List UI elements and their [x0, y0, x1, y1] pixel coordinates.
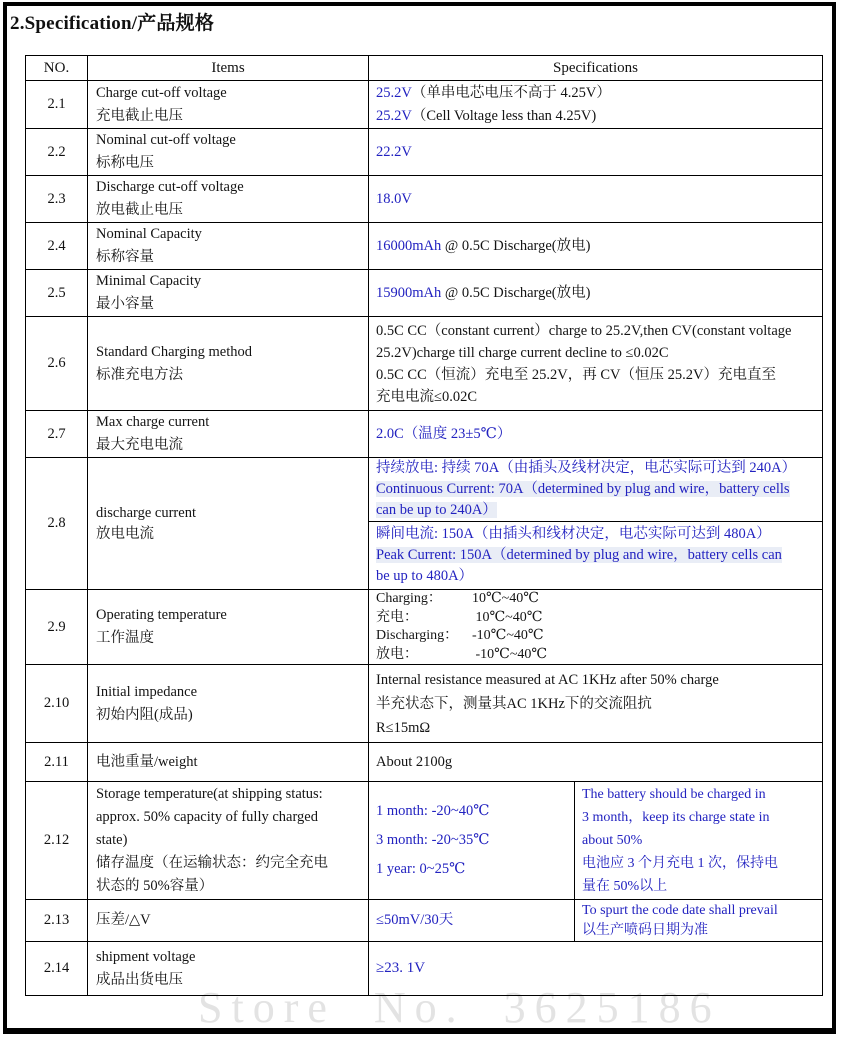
items-line [96, 909, 368, 932]
text-segment: 3 month: -20~35℃ [376, 832, 490, 848]
text-segment: approx. 50% capacity of fully charged [96, 809, 318, 825]
items-line [96, 246, 368, 269]
text-segment: @ 0.5C Discharge(放电) [441, 284, 591, 301]
text-segment: Discharging： [376, 628, 459, 643]
text-segment: 电池重量/weight [96, 753, 198, 770]
text-segment: Storage temperature(at shipping status: [96, 786, 323, 802]
spec-line [376, 282, 822, 305]
table-row [26, 223, 822, 270]
spec-right-column [575, 782, 822, 899]
spec-cell [369, 590, 822, 664]
spec-line [376, 566, 822, 587]
items-line [96, 176, 368, 199]
text-segment: 16000mAh [376, 237, 442, 254]
text-segment: Internal resistance measured at AC 1KHz after 50% charge [376, 671, 719, 688]
spec-sub-block [369, 458, 822, 521]
text-segment: 15900mAh [376, 284, 442, 301]
text-segment: 25.2V [376, 107, 412, 124]
text-segment: 标准充电方法 [96, 366, 183, 383]
spec-cell [369, 743, 822, 781]
row-number: 2.5 [26, 270, 88, 316]
spec-line [582, 901, 822, 921]
spec-line [582, 852, 822, 875]
text-segment: To spurt the code date shall prevail [582, 902, 778, 918]
text-segment: Minimal Capacity [96, 273, 202, 289]
items-line [96, 751, 368, 774]
text-segment: 充电： [376, 609, 418, 625]
table-row [26, 411, 822, 458]
items-cell [88, 129, 369, 175]
text-segment: R≤15mΩ [376, 719, 431, 736]
spec-cell [369, 81, 822, 128]
row-number: 2.1 [26, 81, 88, 128]
text-segment: 标称容量 [96, 249, 154, 265]
items-line [96, 704, 368, 727]
items-cell [88, 782, 369, 899]
table-row [26, 942, 822, 995]
spec-cell [369, 458, 822, 589]
spec-line [376, 545, 822, 566]
row-number: 2.2 [26, 129, 88, 175]
spec-line [376, 627, 822, 646]
text-segment: 2.0C（温度 23±5℃） [376, 425, 512, 442]
store-watermark: Store No. 3625186 [198, 983, 721, 1032]
spec-line [582, 875, 822, 898]
text-segment: 0.5C CC（恒流）充电至 25.2V，再 CV（恒压 25.2V）充电直至 [376, 366, 776, 383]
spec-line [376, 909, 574, 932]
text-segment: （Cell Voltage less than 4.25V) [411, 107, 597, 124]
text-segment: Nominal Capacity [96, 226, 202, 242]
text-segment: ≤50mV/30天 [376, 912, 454, 928]
table-row [26, 458, 822, 590]
items-line [96, 829, 368, 852]
text-segment: 储存温度（在运输状态：约完全充电 [96, 855, 328, 871]
text-segment: 电池应 3 个月充电 1 次，保持电 [582, 856, 778, 871]
items-line [96, 852, 368, 875]
items-line [96, 681, 368, 704]
items-cell [88, 900, 369, 941]
items-line [96, 875, 368, 898]
text-segment: Charge cut-off voltage [96, 84, 227, 101]
spec-line [376, 797, 574, 826]
table-row [26, 270, 822, 317]
spec-line [376, 141, 822, 164]
text-segment: @ 0.5C Discharge(放电) [441, 237, 591, 254]
spec-line [376, 590, 822, 609]
spec-line [376, 479, 822, 500]
text-segment: The battery should be charged in [582, 787, 766, 802]
spec-line [376, 957, 822, 980]
spec-line [376, 105, 822, 128]
text-segment: 压差/△V [96, 912, 151, 928]
items-cell [88, 176, 369, 222]
row-number: 2.14 [26, 942, 88, 995]
row-number: 2.4 [26, 223, 88, 269]
spec-line [376, 855, 574, 884]
text-segment: Initial impedance [96, 683, 198, 700]
specification-table [25, 55, 823, 996]
spec-line [376, 320, 822, 342]
spec-cell [369, 665, 822, 742]
text-segment: -10℃~40℃ [472, 646, 548, 662]
spec-line [376, 423, 822, 446]
text-segment: About 2100g [376, 753, 453, 770]
items-line [96, 806, 368, 829]
text-segment: 充电截止电压 [96, 107, 183, 124]
items-line [96, 82, 368, 105]
spec-cell [369, 176, 822, 222]
items-cell [88, 458, 369, 589]
spec-line [582, 783, 822, 806]
items-line [96, 411, 368, 434]
text-segment: Peak Current: 150A（determined by plug and wire，battery cells can [376, 547, 782, 563]
text-segment: Standard Charging method [96, 343, 252, 360]
text-segment: Operating temperature [96, 607, 227, 623]
table-row [26, 900, 822, 942]
items-cell [88, 317, 369, 410]
text-segment: 放电截止电压 [96, 202, 183, 218]
row-number: 2.6 [26, 317, 88, 410]
spec-cell [369, 942, 822, 995]
text-segment: 半充状态下，测量其AC 1KHz下的交流阻抗 [376, 695, 652, 712]
text-segment: Discharge cut-off voltage [96, 179, 244, 195]
spec-sub-block [369, 521, 822, 589]
spec-line [376, 668, 822, 692]
table-row [26, 129, 822, 176]
spec-line [376, 458, 822, 479]
items-line [96, 152, 368, 175]
items-cell [88, 81, 369, 128]
spec-cell [369, 317, 822, 410]
spec-right-column [575, 900, 822, 941]
spec-line [376, 235, 822, 258]
text-segment: state) [96, 832, 128, 848]
spec-line [376, 646, 822, 665]
row-number: 2.9 [26, 590, 88, 664]
items-line [96, 503, 368, 524]
table-body [26, 81, 822, 995]
text-segment: Nominal cut-off voltage [96, 132, 236, 148]
row-number: 2.10 [26, 665, 88, 742]
items-line [96, 199, 368, 222]
spec-line [376, 342, 822, 364]
spec-cell [369, 270, 822, 316]
table-header-row [26, 56, 822, 81]
page-title: 2.Specification/产品规格 [10, 13, 215, 34]
header-specifications: Specifications [553, 59, 638, 76]
text-segment: 25.2V [376, 84, 412, 101]
spec-line [376, 692, 822, 716]
row-number: 2.8 [26, 458, 88, 589]
spec-cell [369, 129, 822, 175]
items-line [96, 783, 368, 806]
items-line [96, 364, 368, 387]
spec-line [376, 386, 822, 408]
row-number: 2.7 [26, 411, 88, 457]
text-segment: 放电电流 [96, 525, 154, 542]
row-number: 2.11 [26, 743, 88, 781]
text-segment: 10℃~40℃ [472, 591, 539, 606]
text-segment: discharge current [96, 504, 196, 521]
text-segment: 最大充电电流 [96, 437, 183, 453]
spec-cell [369, 782, 822, 899]
text-segment: can be up to 240A） [376, 502, 497, 518]
text-segment: 瞬间电流: 150A（由插头和线材决定，电芯实际可达到 480A） [376, 526, 771, 542]
row-number: 2.3 [26, 176, 88, 222]
items-line [96, 969, 368, 992]
text-segment: 18.0V [376, 190, 412, 207]
items-line [96, 627, 368, 650]
table-row [26, 782, 822, 900]
spec-left-column [369, 900, 575, 941]
items-line [96, 223, 368, 246]
spec-cell [369, 411, 822, 457]
text-segment: be up to 480A） [376, 568, 474, 584]
text-segment: Continuous Current: 70A（determined by plug and wire，battery cells [376, 481, 790, 497]
spec-line [376, 500, 822, 521]
items-cell [88, 223, 369, 269]
spec-line [376, 716, 822, 740]
text-segment: 1 month: -20~40℃ [376, 803, 490, 819]
items-line [96, 341, 368, 364]
spec-line [582, 806, 822, 829]
table-row [26, 743, 822, 782]
text-segment: （单串电芯电压不高于 4.25V） [411, 84, 611, 101]
spec-left-column [369, 782, 575, 899]
text-segment: 成品出货电压 [96, 971, 183, 988]
spec-line [582, 829, 822, 852]
text-segment: 3 month，keep its charge state in [582, 810, 770, 825]
spec-line [376, 82, 822, 105]
spec-line [376, 364, 822, 386]
text-segment: 22.2V [376, 143, 412, 160]
header-no: NO. [26, 56, 88, 80]
text-segment: 10℃~40℃ [472, 609, 543, 625]
text-segment: Charging： [376, 591, 442, 606]
items-line [96, 293, 368, 316]
text-segment: shipment voltage [96, 948, 196, 965]
items-line [96, 270, 368, 293]
text-segment: about 50% [582, 833, 643, 848]
text-segment: 最小容量 [96, 296, 154, 312]
items-line [96, 524, 368, 545]
spec-line [376, 751, 822, 774]
text-segment: 以生产喷码日期为准 [582, 922, 708, 938]
table-row [26, 81, 822, 129]
spec-line [376, 826, 574, 855]
items-cell [88, 942, 369, 995]
row-number: 2.12 [26, 782, 88, 899]
table-row [26, 176, 822, 223]
spec-line [376, 609, 822, 628]
text-segment: 量在 50%以上 [582, 879, 668, 894]
text-segment: 25.2V)charge till charge current decline to ≤0.02C [376, 344, 669, 361]
text-segment: 1 year: 0~25℃ [376, 861, 466, 877]
spec-line [376, 188, 822, 211]
text-segment: 标称电压 [96, 155, 154, 171]
items-line [96, 129, 368, 152]
items-line [96, 105, 368, 128]
items-cell [88, 270, 369, 316]
spec-line [582, 921, 822, 941]
text-segment: 充电电流≤0.02C [376, 388, 478, 405]
items-cell [88, 743, 369, 781]
text-segment: 放电： [376, 646, 418, 662]
table-row [26, 317, 822, 411]
text-segment: 持续放电: 持续 70A（由插头及线材决定，电芯实际可达到 240A） [376, 460, 797, 476]
text-segment: 状态的 50%容量） [96, 878, 214, 894]
row-number: 2.13 [26, 900, 88, 941]
items-cell [88, 665, 369, 742]
items-cell [88, 590, 369, 664]
spec-cell [369, 900, 822, 941]
items-cell [88, 411, 369, 457]
items-line [96, 434, 368, 457]
items-line [96, 604, 368, 627]
items-line [96, 946, 368, 969]
table-row [26, 665, 822, 743]
spec-line [376, 524, 822, 545]
table-row [26, 590, 822, 665]
spec-cell [369, 223, 822, 269]
text-segment: ≥23. 1V [376, 960, 426, 976]
text-segment: 0.5C CC（constant current）charge to 25.2V,then CV(constant voltage [376, 322, 792, 339]
text-segment: 工作温度 [96, 630, 154, 646]
text-segment: 初始内阻(成品) [96, 706, 193, 723]
header-items: Items [88, 56, 369, 80]
text-segment: Max charge current [96, 414, 210, 430]
text-segment: -10℃~40℃ [472, 628, 544, 643]
